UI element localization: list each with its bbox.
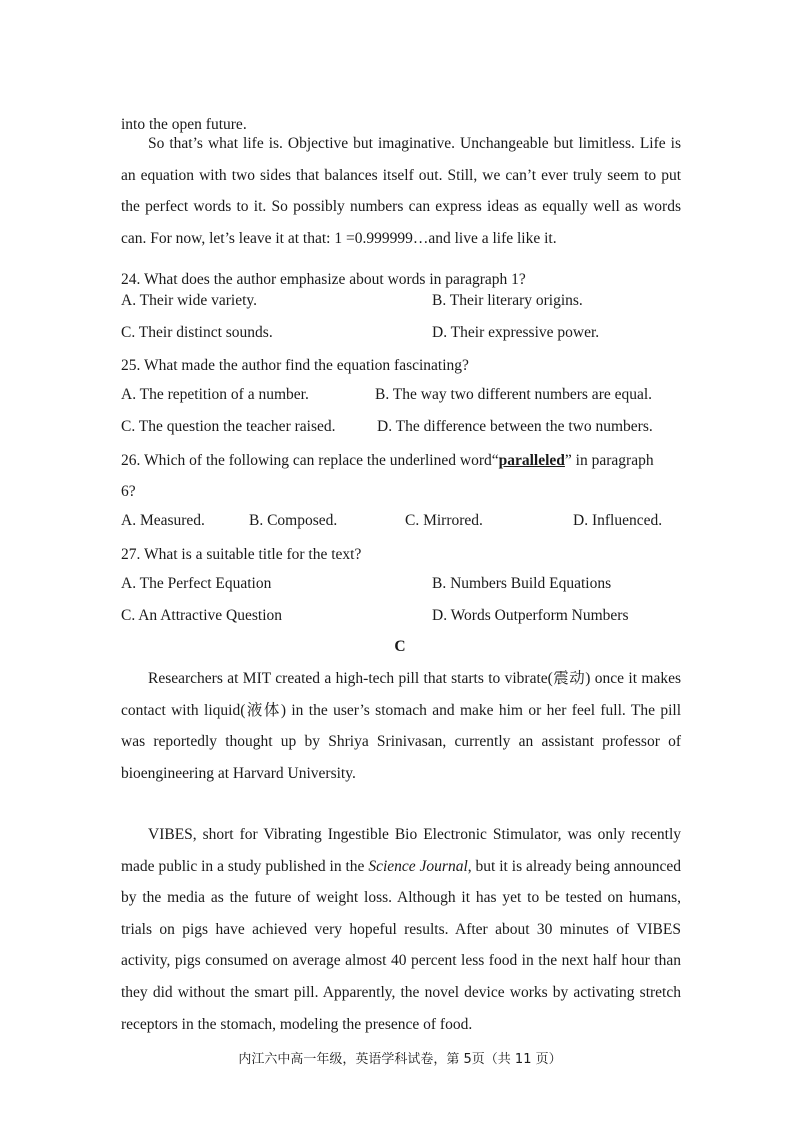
question-24-option-d: D. Their expressive power. [432,324,600,341]
page-footer: 内江六中高一年级，英语学科试卷，第 5页（共 11 页） [238,1052,562,1067]
question-24-option-c: C. Their distinct sounds. [121,324,273,341]
question-26-option-b: B. Composed. [249,512,338,529]
passage-b-final-paragraph: So that’s what life is. Objective but imaginative. Unchangeable but limitless. Life is an equation with two sides that balances itself out. Still, we can’t ever truly seem to put the perfect words to it. So possibly numbers can express ideas as equally well as words can. For now, let’s leave it at that: 1 =0.999999…and live a life like it. [121,135,681,247]
question-27-option-d: D. Words Outperform Numbers [432,607,629,624]
question-27-option-b: B. Numbers Build Equations [432,575,612,592]
underlined-word: paralleled [498,451,565,469]
question-25-option-d: D. The difference between the two numbers. [377,418,653,435]
question-27-option-a: A. The Perfect Equation [121,575,272,592]
question-26-stem-start: 26. Which of the following can replace the underlined word“ [121,451,499,469]
question-26-option-d: D. Influenced. [573,512,663,529]
question-26-option-c: C. Mirrored. [405,512,483,529]
question-25-option-c: C. The question the teacher raised. [121,418,336,435]
passage-b-continuation: into the open future. [121,115,247,133]
question-25-option-b: B. The way two different numbers are equal. [375,386,653,403]
section-c-heading: C [394,638,406,655]
question-26-stem-end: ” in paragraph [564,451,654,469]
question-26-stem [121,452,654,470]
question-27-option-c: C. An Attractive Question [121,607,283,624]
question-26-stem-line2: 6? [121,482,136,500]
section-c-paragraph-2 [121,819,681,1040]
question-24-option-a: A. Their wide variety. [121,292,258,309]
question-24-option-b: B. Their literary origins. [432,292,583,309]
section-c-paragraph-1: Researchers at MIT created a high-tech pill that starts to vibrate(震动) once it makes contact with liquid(液体) in the user’s stomach and make him or her feel full. The pill was reportedly thought up by Shriya Srinivasan, currently an assistant professor of bioengineering at Harvard University. [121,670,681,782]
question-25-stem: 25. What made the author find the equation fascinating? [121,356,469,374]
question-25-option-a: A. The repetition of a number. [121,386,309,403]
journal-title: Science Journal [368,857,468,875]
question-27-stem: 27. What is a suitable title for the text? [121,545,362,563]
question-24-stem: 24. What does the author emphasize about words in paragraph 1? [121,270,526,288]
paragraph-2-text-start: VIBES, short for Vibrating Ingestible Bio Electronic Stimulator, was only recently made public in a study published in the [121,826,681,875]
paragraph-2-text-end: , but it is already being announced by the media as the future of weight loss. Although it has yet to be tested on humans, trials on pigs have achieved very hopeful results. After about 30 minutes of VIBES activity, pigs consumed on average almost 40 percent less food in the next half hour than they did without the smart pill. Apparently, the novel device works by activating stretch receptors in the stomach, modeling the presence of food. [121,857,681,1033]
question-26-option-a: A. Measured. [121,512,205,529]
